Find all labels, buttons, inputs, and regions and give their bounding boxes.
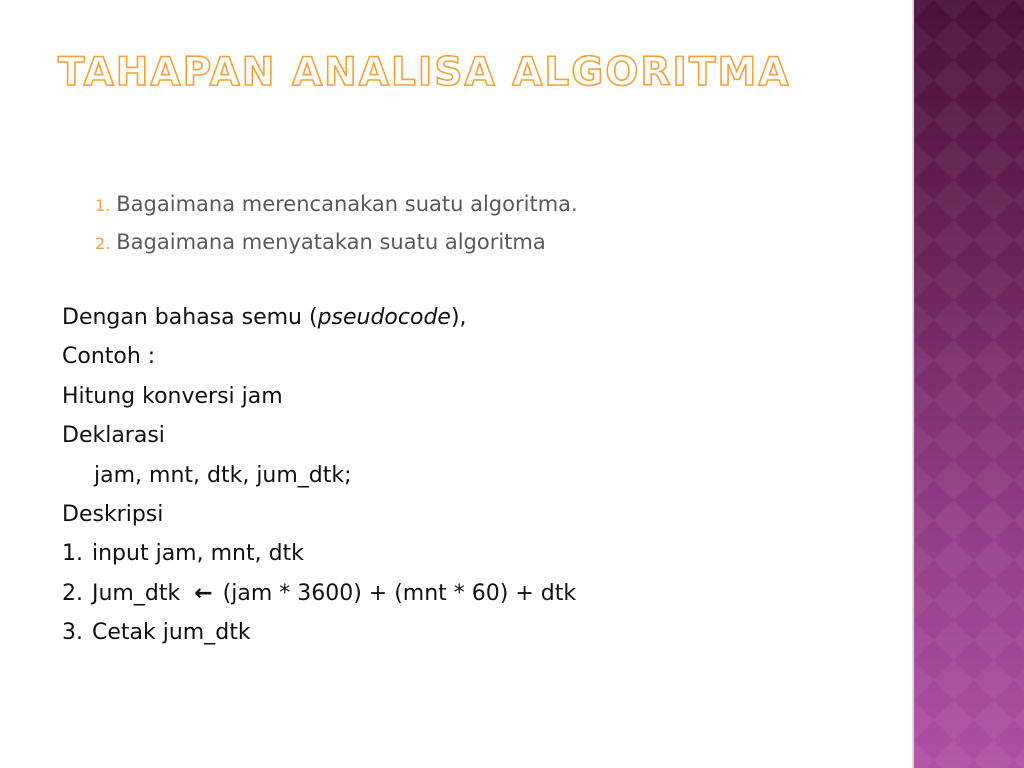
list-item-number: 2. bbox=[95, 234, 111, 253]
intro-prefix: Dengan bahasa semu ( bbox=[62, 305, 318, 330]
step-row bbox=[62, 613, 576, 652]
step-number: 1. bbox=[62, 541, 83, 567]
step-text: Cetak jum_dtk bbox=[92, 620, 251, 646]
step-row bbox=[62, 574, 576, 613]
decorative-side-panel bbox=[912, 0, 1024, 768]
intro-italic: pseudocode bbox=[317, 305, 451, 330]
intro-line bbox=[62, 298, 576, 337]
left-arrow-icon: ← bbox=[194, 580, 213, 606]
example-heading: Hitung konversi jam bbox=[62, 383, 283, 409]
list-item bbox=[95, 224, 578, 262]
step-row bbox=[62, 534, 576, 573]
intro-suffix: ), bbox=[450, 305, 467, 330]
deskripsi-label: Deskripsi bbox=[62, 501, 164, 527]
contoh-line: Contoh : bbox=[62, 344, 156, 370]
slide-body bbox=[62, 298, 576, 653]
slide-title: TAHAPAN ANALISA ALGORITMA bbox=[58, 50, 791, 95]
sub-list bbox=[95, 186, 578, 262]
step-number: 3. bbox=[62, 620, 83, 646]
deklarasi-label: Deklarasi bbox=[62, 423, 165, 449]
step-text-before: Jum_dtk bbox=[92, 580, 181, 606]
step-text: input jam, mnt, dtk bbox=[92, 541, 304, 567]
list-item-text: Bagaimana merencanakan suatu algoritma. bbox=[116, 192, 578, 216]
step-number: 2. bbox=[62, 580, 83, 606]
list-item-number: 1. bbox=[95, 196, 111, 215]
list-item-text: Bagaimana menyatakan suatu algoritma bbox=[116, 230, 546, 254]
step-text-after: (jam * 3600) + (mnt * 60) + dtk bbox=[222, 580, 577, 606]
deklarasi-vars: jam, mnt, dtk, jum_dtk; bbox=[94, 462, 352, 488]
list-item bbox=[95, 186, 578, 224]
